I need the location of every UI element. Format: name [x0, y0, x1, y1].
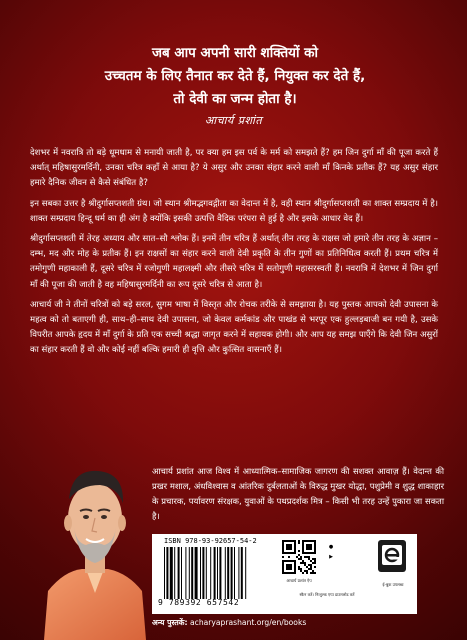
description-paragraph: देशभर में नवरात्रि तो बड़े धूमधाम से मनायी जाती है, पर क्या हम इस पर्व के मर्म को समझते हैं? हम जिन दुर्गा माँ की पूजा करते हैं अर्थात् महिषासुरमर्दिनी, उनका चरित्र कहाँ से आया है? ये असुर और उनका संहार करने वाली माँ किनके प्रतीक हैं? यह असुर संहार हमारे दैनिक जीवन से कैसे संबंधित है?	[30, 148, 438, 189]
book-description	[30, 146, 438, 364]
author-photo	[42, 463, 148, 640]
other-books-footer	[152, 618, 306, 628]
qr-caption: आचार्य प्रशांत ऐप	[286, 578, 312, 583]
description-paragraph: इन सबका उत्तर है श्रीदुर्गासप्तशती ग्रंथ। जो स्थान श्रीमद्भगवद्गीता का वेदान्त में है, वही स्थान श्रीदुर्गासप्तशती का शाक्त सम्प्रदाय में है। शाक्त सम्प्रदाय हिन्दू धर्म का ही अंग है क्योंकि इसकी उत्पत्ति वैदिक परंपरा से हुई है और इसके आधार वेद हैं।	[30, 198, 438, 224]
author-bio: आचार्य प्रशांत आज विश्व में आध्यात्मिक–सामाजिक जागरण की सशक्त आवाज़ हैं। वेदान्त की प्रखर मशाल, अंधविश्वास व आंतरिक दुर्बलताओं के विरुद्ध मुखर योद्धा, पशुप्रेमी व शुद्ध शाकाहार के प्रचारक, पर्यावरण संरक्षक, युवाओं के पथप्रदर्शक मित्र – किसी भी तरह उन्हें पुकारा जा सकता है।	[152, 466, 444, 521]
barcode-number: 9 789392 657542	[158, 598, 240, 607]
barcode-image	[162, 547, 270, 599]
ebook-icon	[372, 538, 412, 580]
app-store-icons	[324, 542, 338, 562]
apple-icon: ●	[328, 544, 334, 550]
description-paragraph: आचार्य जी ने तीनों चरित्रों को बड़े सरल, सुगम भाषा में विस्तृत और रोचक तरीके से समझाया है। यह पुस्तक आपको देवी उपासना के महत्व को तो बताएगी ही, साथ–ही–साथ देवी उपासना, जो केवल कर्मकांड और पाखंड से भरपूर एक हुल्लड़बाजी बन गयी है, उसके विपरीत आपके हृदय में माँ दुर्गा के प्रति एक सच्ची श्रद्धा जागृत करने में सहायक होगी। और आप यह समझ पाएँगे कि देवी जिन असुरों का संहार करती हैं वो और कोई नहीं बल्कि हमारी ही वृत्ति और कुत्सित वासनाएँ हैं।	[30, 299, 438, 356]
barcode-panel	[152, 534, 417, 614]
other-books-label: अन्य पुस्तकें:	[152, 618, 188, 627]
play-store-icon: ▶	[329, 554, 333, 560]
quote-signature: आचार्य प्रशांत	[204, 114, 263, 127]
books-url[interactable]: acharyaprashant.org/en/books	[189, 618, 307, 627]
qr-code-icon	[282, 540, 316, 574]
quote-line: तो देवी का जन्म होता है।	[173, 91, 297, 107]
quote	[60, 42, 410, 111]
description-paragraph: श्रीदुर्गासप्तशती में तेरह अध्याय और सात–सौ श्लोक हैं। इनमें तीन चरित्र हैं अर्थात् तीन तरह के राक्षस जो हमारे तीन तरह के अज्ञान – दम्भ, मद और मोह के प्रतीक हैं। इन राक्षसों का संहार करने वाली देवी प्रकृति के तीन गुणों का प्रतिनिधित्व करती हैं। प्रथम चरित्र में तमोगुणी महाकाली हैं, दूसरे चरित्र में रजोगुणी महालक्ष्मी और तीसरे चरित्र में सतोगुणी महासरस्वती हैं। नवरात्रि में देशभर में जिन दुर्गा माँ की पूजा की जाती है वह महिषासुरमर्दिनी का रूप दूसरे चरित्र से आता है।	[30, 234, 438, 290]
quote-line: उच्चतम के लिए तैनात कर देते हैं, नियुक्त कर देते हैं,	[104, 68, 366, 84]
ebook-caption: ई-बुक उपलब्ध	[382, 582, 404, 587]
isbn-label: ISBN 978-93-92657-54-2	[164, 537, 257, 545]
store-caption: स्कैन करें। निःशुल्क एप्प डाउनलोड करें	[299, 592, 355, 597]
quote-line: जब आप अपनी सारी शक्तियों को	[151, 45, 319, 61]
